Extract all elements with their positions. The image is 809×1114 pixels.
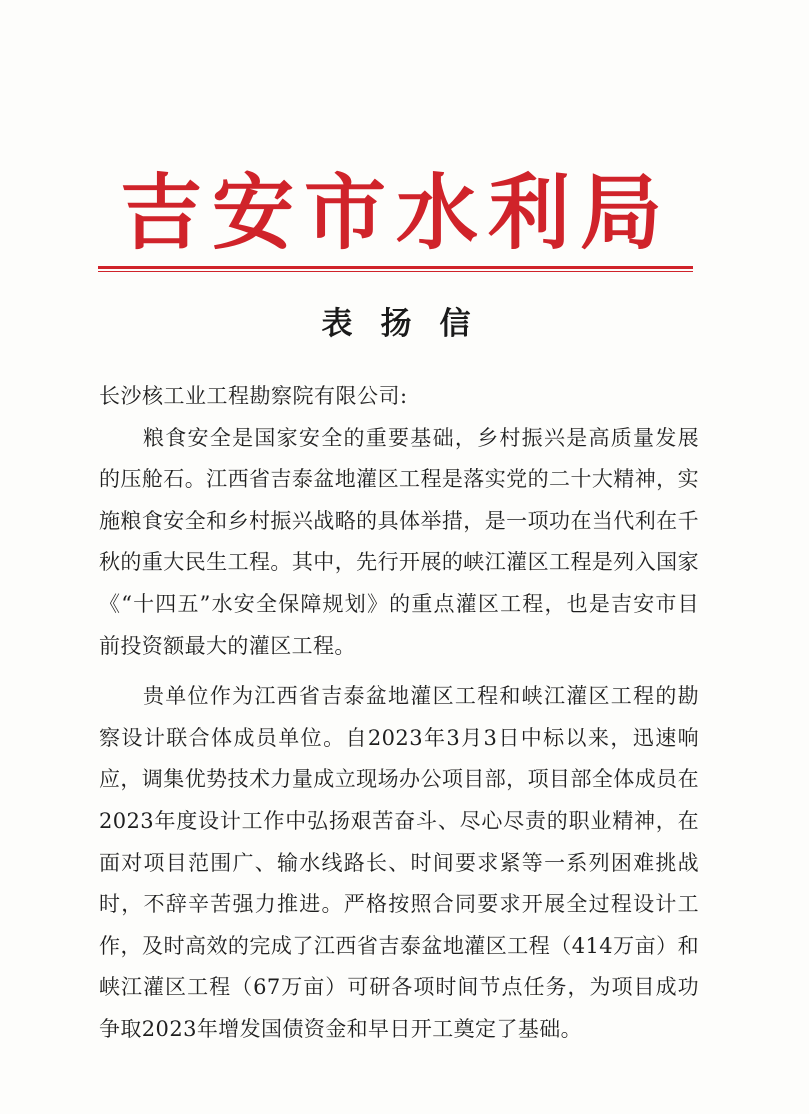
salutation: 长沙核工业工程勘察院有限公司: [99,384,408,408]
letter-body [99,376,699,1051]
letterhead-org-name: 吉安市水利局 [119,165,672,261]
paragraph-2: 贵单位作为江西省吉泰盆地灌区工程和峡江灌区工程的勘察设计联合体成员单位。自2023年3月3日中标以来，迅速响应，调集优势技术力量成立现场办公项目部，项目部全体成员在2023年度设计工作中弘扬艰苦奋斗、尽心尽责的职业精神，在面对项目范围广、输水线路长、时间要求紧等一系列困难挑战时，不辞辛苦强力推进。严格按照合同要求开展全过程设计工作，及时高效的完成了江西省吉泰盆地灌区工程（414万亩）和峡江灌区工程（67万亩）可研各项时间节点任务，为项目成功争取2023年增发国债资金和早日开工奠定了基础。 [99,684,699,1041]
document-title: 表扬信 [321,306,499,342]
letterhead-red-rule [98,266,693,269]
paragraph-1: 粮食安全是国家安全的重要基础，乡村振兴是高质量发展的压舱石。江西省吉泰盆地灌区工程是落实党的二十大精神，实施粮食安全和乡村振兴战略的具体举措，是一项功在当代利在千秋的重大民生工程。其中，先行开展的峡江灌区工程是列入国家《“十四五”水安全保障规划》的重点灌区工程，也是吉安市目前投资额最大的灌区工程。 [99,425,699,658]
letterhead-red-rule-thin [98,271,693,272]
